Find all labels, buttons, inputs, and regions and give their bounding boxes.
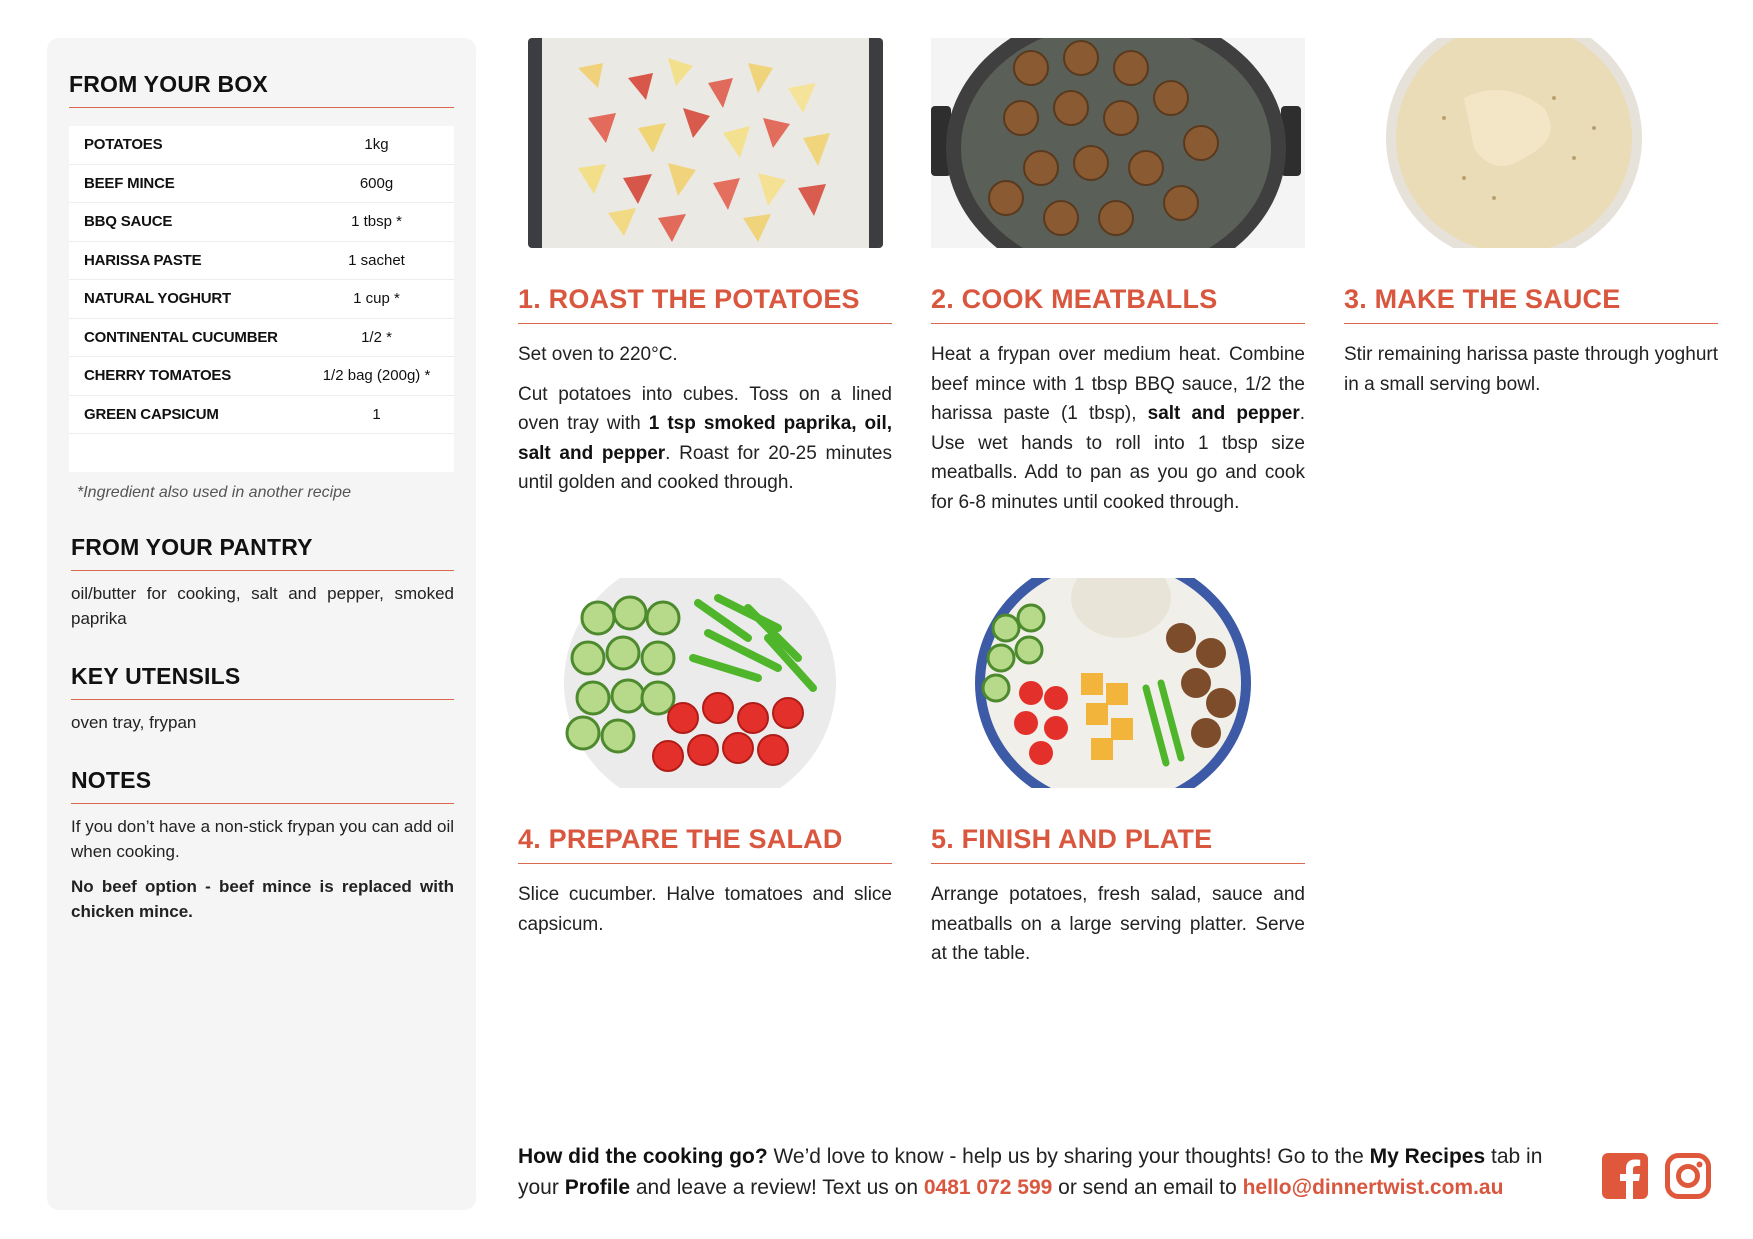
step-1-image [518, 38, 892, 248]
ingredients-sidebar [47, 38, 476, 1210]
footer-text-4: or send an email to [1052, 1176, 1243, 1199]
ingredient-row [69, 396, 454, 435]
step-2-image [931, 38, 1305, 248]
step-1-text-2 [518, 380, 892, 498]
ingredient-qty: 1 [372, 405, 381, 423]
notes-section [69, 767, 454, 924]
ingredient-name: HARISSA PASTE [84, 251, 202, 269]
step-5-text: Arrange potatoes, fresh salad, sauce and meatballs on a large serving platter. Serve at the table. [931, 884, 1305, 964]
pantry-text: oil/butter for cooking, salt and pepper, smoked paprika [71, 584, 454, 628]
footer-text-3: and leave a review! Text us on [630, 1176, 924, 1199]
step-2-text [931, 340, 1305, 517]
ingredient-footnote: *Ingredient also used in another recipe [77, 484, 351, 501]
footer-text-1: We’d love to know - help us by sharing your thoughts! Go to the [767, 1145, 1370, 1168]
ingredient-qty: 1kg [364, 136, 389, 154]
step-3-title: 3. MAKE THE SAUCE [1344, 284, 1718, 324]
step-2 [931, 38, 1305, 517]
ingredient-row [69, 126, 454, 165]
ingredient-name: CHERRY TOMATOES [84, 367, 232, 385]
notes-title: NOTES [71, 767, 454, 804]
facebook-icon[interactable] [1602, 1153, 1648, 1199]
ingredient-name: POTATOES [84, 136, 163, 154]
ingredient-name: CONTINENTAL CUCUMBER [84, 328, 278, 346]
step-1-text-2c: . Roast for 20-25 minutes until golden and cooked through. [518, 442, 892, 493]
footer-text-2: tab in your [518, 1145, 1543, 1199]
ingredient-row [69, 203, 454, 242]
step-5-title: 5. FINISH AND PLATE [931, 824, 1305, 864]
step-2-title: 2. COOK MEATBALLS [931, 284, 1305, 324]
step-1-text-2-bold: 1 tsp smoked paprika, oil, salt and pepper [518, 413, 893, 464]
ingredient-row [69, 357, 454, 396]
profile-link[interactable]: Profile [564, 1176, 631, 1199]
step-4 [518, 578, 892, 939]
ingredient-empty-row [69, 434, 454, 472]
pantry-section [69, 534, 454, 631]
step-4-image [518, 578, 892, 788]
feedback-footer [518, 1141, 1578, 1203]
ingredient-qty: 1 cup * [353, 290, 400, 308]
footer-question: How did the cooking go? [518, 1145, 768, 1168]
ingredient-name: BEEF MINCE [84, 174, 175, 192]
instagram-icon[interactable] [1665, 1153, 1711, 1199]
step-1-title: 1. ROAST THE POTATOES [518, 284, 892, 324]
email-link[interactable]: hello@dinnertwist.com.au [1242, 1176, 1504, 1199]
ingredient-qty: 1/2 bag (200g) * [322, 367, 431, 385]
step-5 [931, 578, 1305, 969]
notes-bold-text: No beef option - beef mince is replaced with chicken mince. [71, 877, 454, 921]
ingredient-qty: 1 tbsp * [351, 213, 402, 231]
step-5-image [931, 578, 1305, 788]
step-3 [1344, 38, 1718, 399]
ingredient-qty: 600g [359, 174, 394, 192]
step-2-text-bold: salt and pepper [1147, 403, 1300, 424]
step-1-text-1: Set oven to 220°C. [518, 344, 678, 365]
ingredient-name: GREEN CAPSICUM [84, 405, 219, 423]
ingredient-qty: 1/2 * [361, 328, 392, 346]
ingredient-qty: 1 sachet [348, 251, 405, 269]
ingredient-row [69, 280, 454, 319]
my-recipes-link[interactable]: My Recipes [1369, 1145, 1486, 1168]
step-1 [518, 38, 892, 498]
step-4-text: Slice cucumber. Halve tomatoes and slice capsicum. [518, 884, 892, 935]
utensils-title: KEY UTENSILS [71, 663, 454, 700]
pantry-title: FROM YOUR PANTRY [71, 534, 454, 571]
phone-link[interactable]: 0481 072 599 [923, 1176, 1053, 1199]
ingredient-row [69, 319, 454, 358]
step-4-title: 4. PREPARE THE SALAD [518, 824, 892, 864]
step-3-image [1344, 38, 1718, 248]
from-your-box-title: FROM YOUR BOX [69, 71, 454, 108]
ingredients-table [69, 126, 454, 472]
ingredient-row [69, 165, 454, 204]
step-2-text-c: . Use wet hands to roll into 1 tbsp size meatballs. Add to pan as you go and cook for 6-8 minutes until cooked through. [931, 403, 1306, 513]
step-3-text: Stir remaining harissa paste through yoghurt in a small serving bowl. [1344, 344, 1718, 395]
ingredient-name: NATURAL YOGHURT [84, 290, 232, 308]
utensils-section [69, 663, 454, 735]
utensils-text: oven tray, frypan [71, 713, 197, 732]
ingredient-name: BBQ SAUCE [84, 213, 173, 231]
step-1-text-2a: Cut potatoes into cubes. Toss on a lined oven tray with [518, 383, 892, 434]
ingredient-row [69, 242, 454, 281]
notes-text: If you don’t have a non-stick frypan you can add oil when cooking. [71, 817, 454, 861]
step-2-text-a: Heat a frypan over medium heat. Combine beef mince with 1 tbsp BBQ sauce, 1/2 the harissa paste (1 tbsp), [931, 344, 1305, 424]
